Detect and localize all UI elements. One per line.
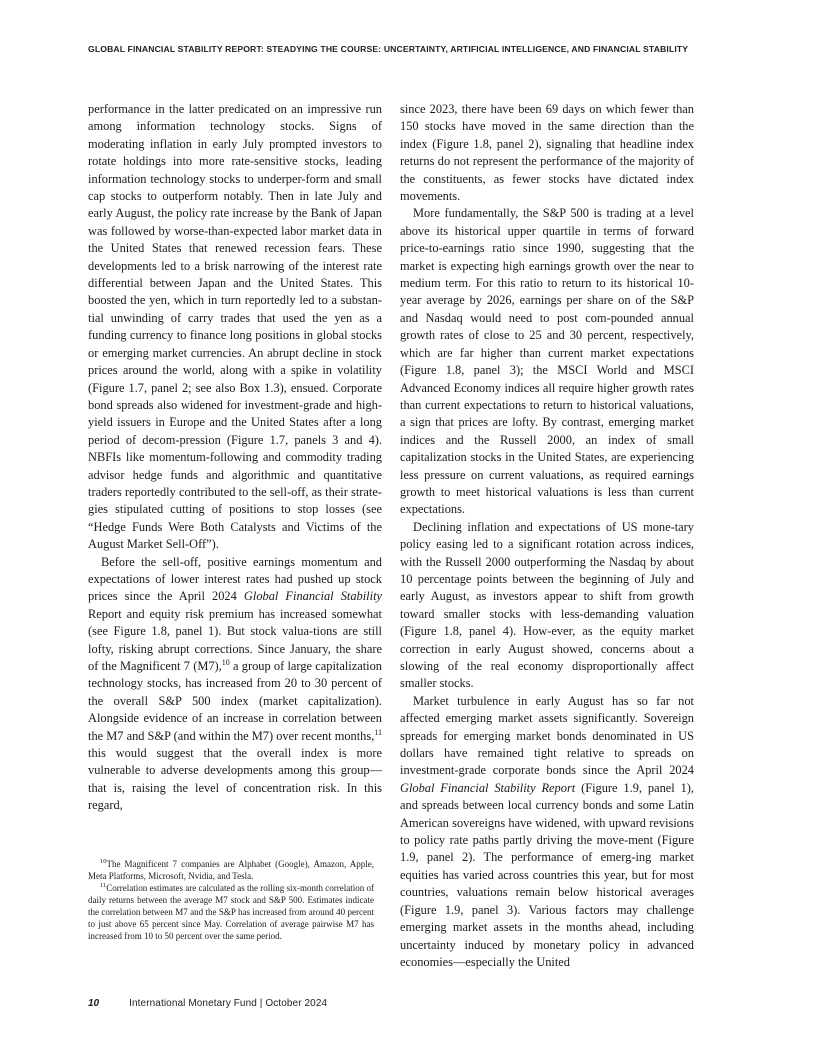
footnote-text: The Magnificent 7 companies are Alphabet (Google), Amazon, Apple, Meta Platforms, Microsoft, Nvidia, and Tesla.	[88, 859, 374, 881]
paragraph-text: Market turbulence in early August has so far not affected emerging market assets significantly. Sovereign spreads for emerging market bonds denominated in US dollars have remained tight relative to spreads on investment-grade corporate bonds since the April 2024	[400, 693, 694, 778]
footnote-11	[88, 882, 374, 942]
running-header: GLOBAL FINANCIAL STABILITY REPORT: STEADYING THE COURSE: UNCERTAINTY, ARTIFICIAL INTELLIGENCE, AND FINANCIAL STABILITY	[88, 44, 689, 54]
left-column	[88, 101, 382, 815]
paragraph-text: this would suggest that the overall index is more vulnerable to adverse developments among this group—that is, raising the level of concentration risk. In this regard,	[88, 746, 382, 813]
publication-title: Global Financial Stability Report	[400, 780, 576, 795]
footnote-10	[88, 858, 374, 882]
page-number: 10	[88, 998, 100, 1009]
body-paragraph: More fundamentally, the S&P 500 is trading at a level above its historical upper quartile in terms of forward price-to-earnings ratio since 1990, suggesting that the market is expecting high earnings growth over the near to medium term. For this ratio to return to its historical 10-year average by 2026, earnings per share on of the S&P and Nasdaq would need to post com-pounded annual growth rates of close to 25 and 30 percent, respectively, which are far higher than current market expectations (Figure 1.8, panel 3); the MSCI World and MSCI Advanced Economy indices all require higher growth rates than current expectations to return to historical valuations, a sign that prices are lofty. By contrast, emerging market indices and the Russell 2000, an index of small capitalization stocks in the United States, are experiencing less pressure on current valuations, as required earnings growth to meet historical valuations is less than current expectations.	[400, 206, 694, 517]
footnotes	[88, 858, 374, 942]
body-paragraph: Declining inflation and expectations of US mone-tary policy easing led to a significant rotation across indices, with the Russell 2000 outperforming the Nasdaq by about 10 percentage points between the beginning of July and early August, as investors appear to shift from growth toward smaller stocks with less-demanding valuation (Figure 1.8, panel 4). How-ever, as the equity market correction in early August showed, concerns about a slowing of the real economy disproportionally affect smaller stocks.	[400, 519, 694, 691]
body-paragraph: since 2023, there have been 69 days on which fewer than 150 stocks have moved in the same direction than the index (Figure 1.8, panel 2), signaling that headline index returns do not represent the performance of the majority of the constituents, as fewer stocks have dictated index movements.	[400, 102, 694, 204]
footnote-reference-10[interactable]: 10	[221, 657, 230, 667]
paragraph-text: a group of large capitalization technology stocks, has increased from 20 to 30 percent of the overall S&P 500 index (market capitalization). Alongside evidence of an increase in correlation between the M7 and S&P (and within the M7) over recent months,	[88, 659, 382, 743]
publication-title: Global Financial Stability	[243, 589, 383, 604]
page-footer	[88, 998, 327, 1009]
body-paragraph	[400, 693, 694, 972]
body-paragraph: performance in the latter predicated on an impressive run among information technology stocks. Signs of moderating inflation in early July prompted investors to rotate holdings into more rate-sensitive stocks, leading information technology stocks to underper-form and small cap stocks to outperform notably. Then in late July and early August, the policy rate increase by the Bank of Japan was followed by worse-than-expected labor market data in the United States that renewed recession fears. These developments led to a brisk narrowing of the interest rate differential between Japan and the United States. This boosted the yen, which in turn reportedly led to a substan-tial unwinding of carry trades that used the yen as a funding currency to finance long positions in global stocks or emerging market currencies. An abrupt decline in stock prices around the world, along with a spike in volatility (Figure 1.7, panel 2; see also Box 1.3), ensued. Corporate bond spreads also widened for investment-grade and high-yield issuers in Europe and the United States after a long period of decom-pression (Figure 1.7, panels 3 and 4). NBFIs like momentum-following and commodity trading advisor hedge funds and algorithmic and quantitative traders reportedly contributed to the sell-off, as their strate-gies stipulated cutting of positions to stop losses (see “Hedge Funds Were Both Catalysts and Victims of the August Market Sell-Off”).	[88, 102, 382, 552]
footnote-text: Correlation estimates are calculated as the rolling six-month correlation of daily returns between the average M7 stock and S&P 500. Estimates indicate the correlation between M7 and the S&P has increased from around 40 percent to just above 65 percent since May. Correlation of average pairwise M7 has increased from 10 to 50 percent over the same period.	[88, 883, 374, 941]
right-column	[400, 101, 694, 971]
footnote-reference-11[interactable]: 11	[374, 727, 382, 737]
paragraph-text: Report and equity risk premium has increased somewhat (see Figure 1.8, panel 1). But stock valua-tions are still lofty, risking abrupt corrections. Since January, the share of the Magnificent 7 (M7),	[88, 606, 382, 673]
paragraph-text: (Figure 1.9, panel 1), and spreads between local currency bonds and some Latin American sovereigns have widened, with upward revisions to policy rate paths partly driving the move-ment (Figure 1.9, panel 2). The performance of emerg-ing market equities has varied across countries this year, but for most countries, valuations remain below historical averages (Figure 1.9, panel 3). Various factors may challenge emerging market assets in the months ahead, including uncertainty induced by monetary policy in advanced economies—especially the United	[400, 780, 694, 969]
footnote-mark: 10	[100, 858, 107, 865]
footnote-mark: 11	[100, 882, 107, 889]
paragraph-text: Before the sell-off, positive earnings momentum and expectations of lower interest rates had pushed up stock prices since the April 2024	[88, 554, 382, 604]
body-paragraph	[88, 554, 382, 815]
publication-footer: International Monetary Fund | October 2024	[129, 998, 328, 1009]
